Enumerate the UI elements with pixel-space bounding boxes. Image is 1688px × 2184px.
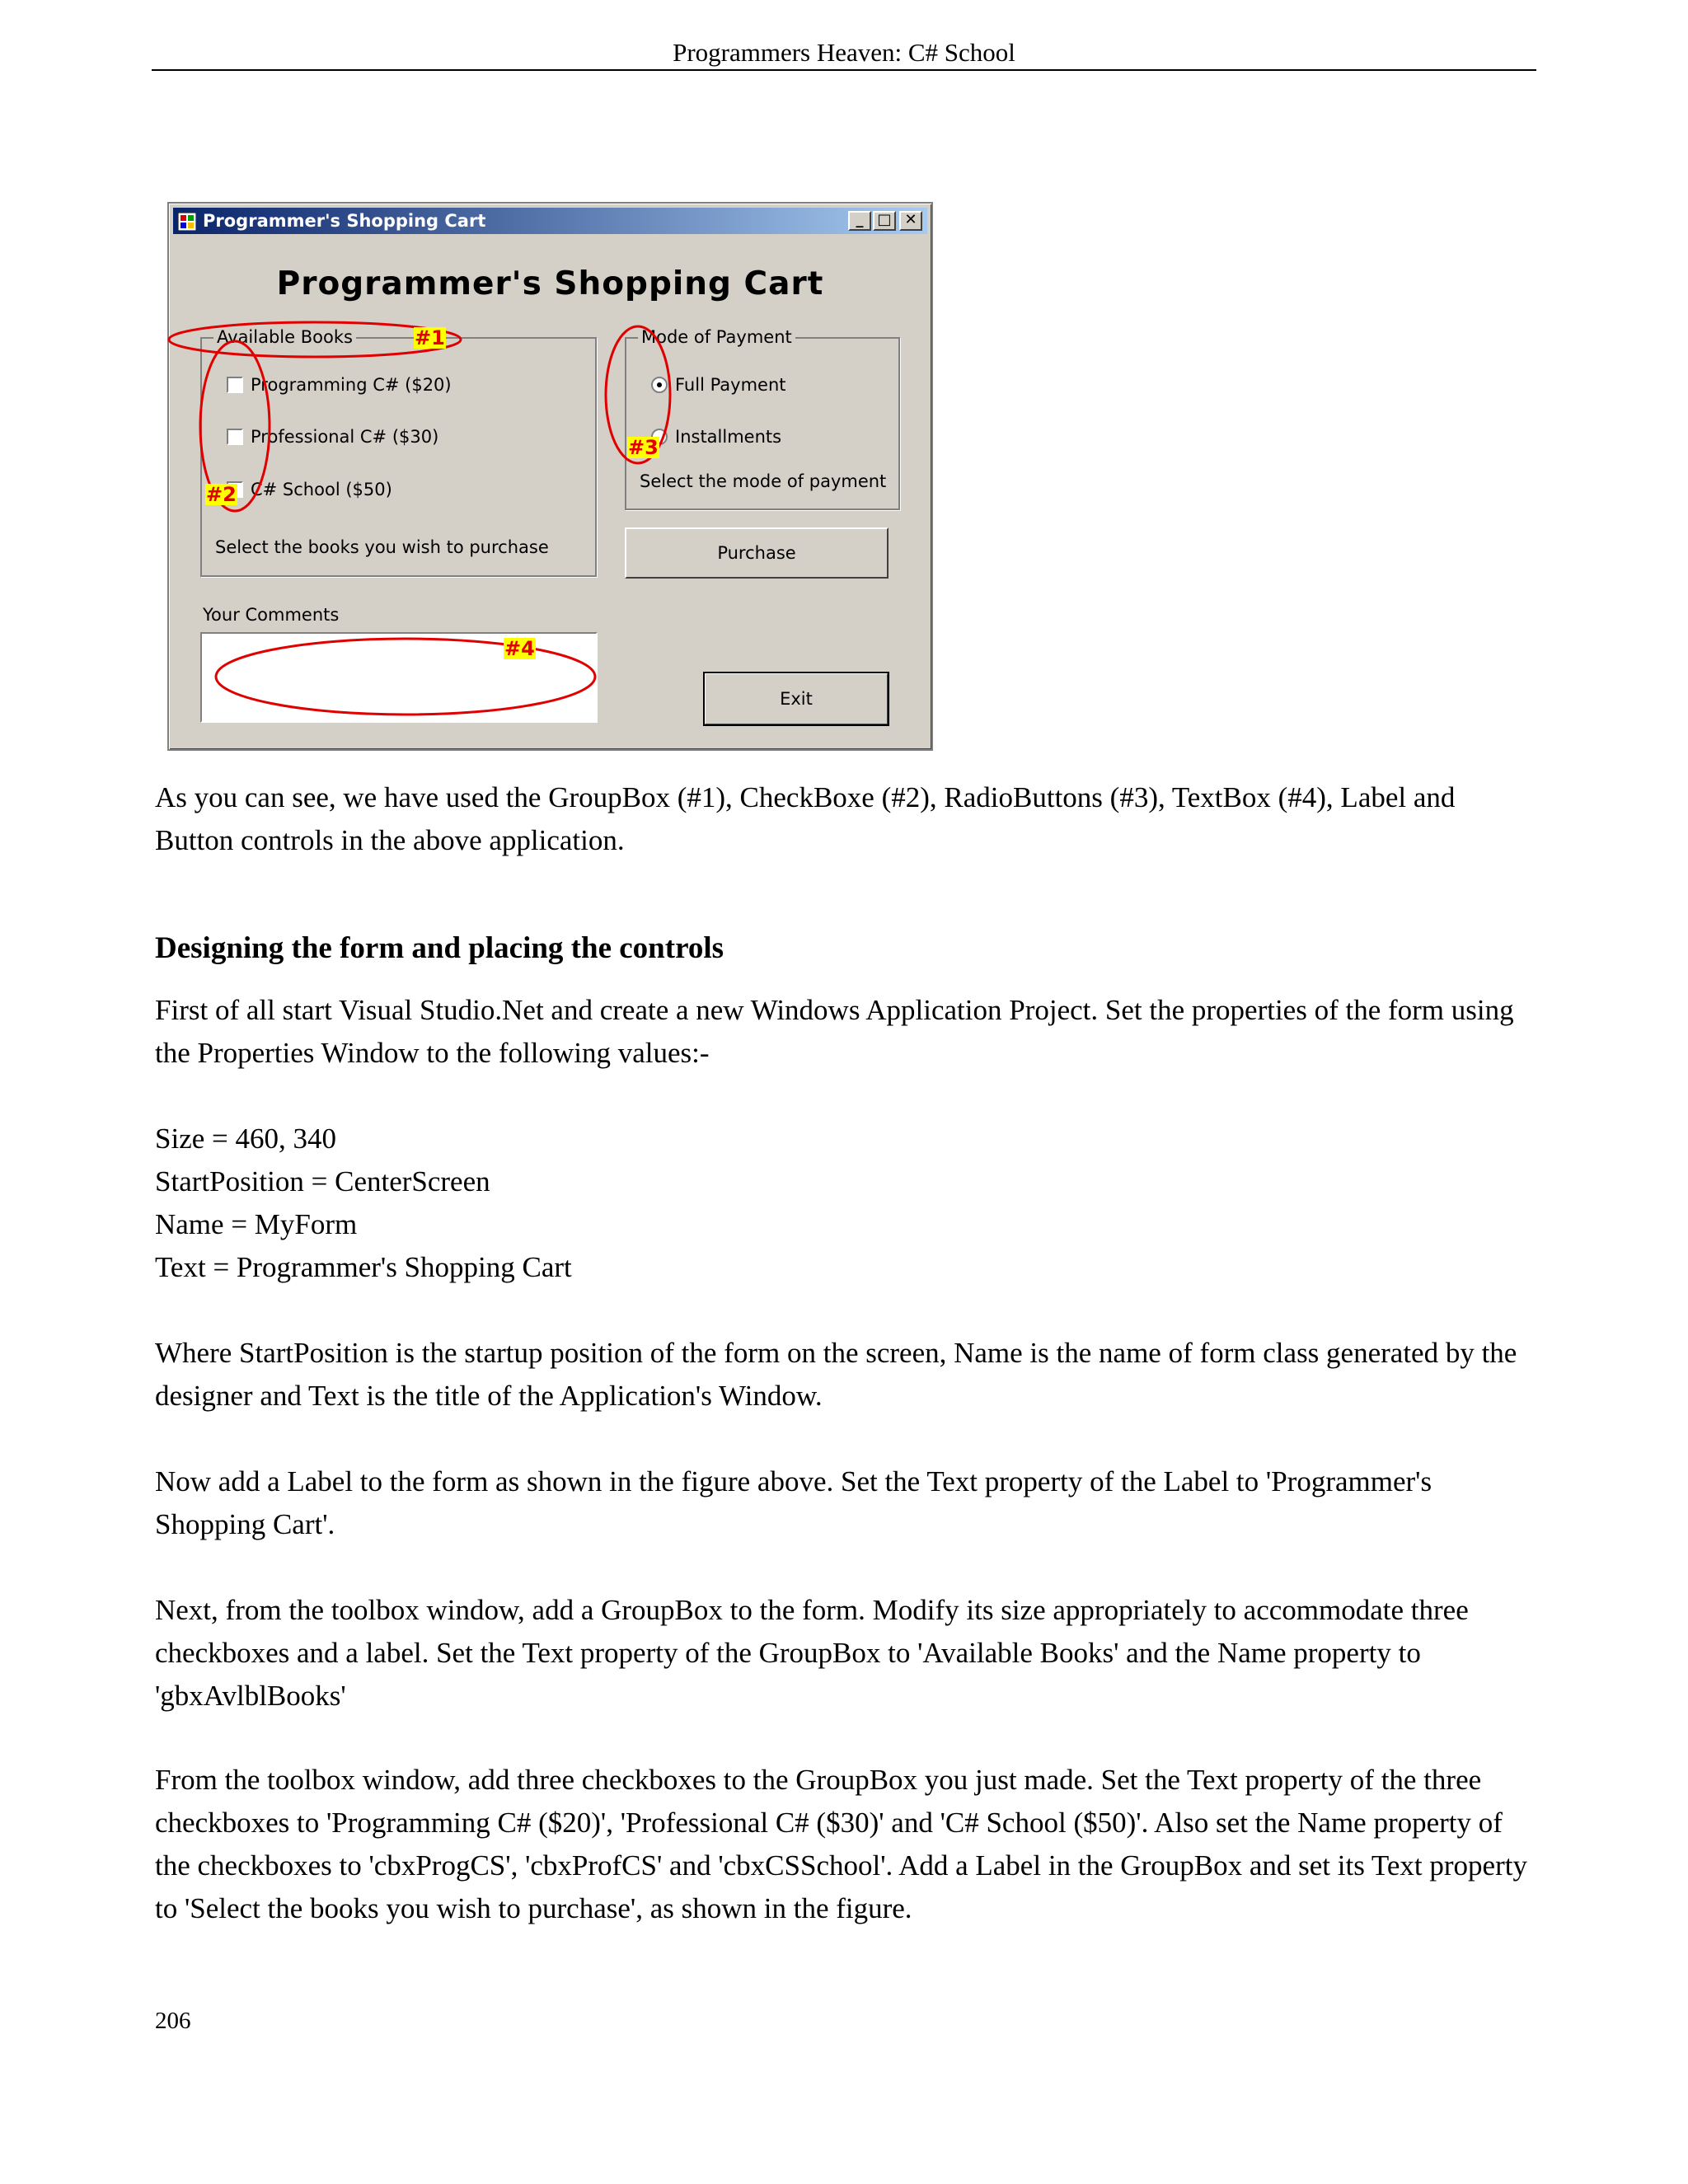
- window-title: Programmer's Shopping Cart: [203, 211, 486, 231]
- property-line: Size = 460, 340: [155, 1122, 336, 1155]
- mode-of-payment-legend: Mode of Payment: [638, 327, 795, 347]
- radio-label: Installments: [675, 427, 782, 447]
- callout-ellipse-4: [216, 639, 595, 715]
- checkbox-label: Professional C# ($30): [251, 427, 439, 447]
- checkbox-label: Programming C# ($20): [251, 375, 452, 395]
- checkbox-label: C# School ($50): [251, 480, 392, 499]
- books-instruction-label: Select the books you wish to purchase: [215, 537, 549, 557]
- shopping-cart-window-screenshot: [167, 202, 933, 751]
- page-number: 206: [155, 2008, 191, 2034]
- callout-tag-2: #2: [206, 483, 237, 506]
- callout-tag-3: #3: [628, 436, 659, 459]
- label-paragraph: Now add a Label to the form as shown in the figure above. Set the Text property of the Label to 'Programmer's Shopping Cart'.: [155, 1465, 1432, 1540]
- figure-caption-paragraph: As you can see, we have used the GroupBox (#1), CheckBoxe (#2), RadioButtons (#3), TextBox (#4), Label and Button controls in the above application.: [155, 781, 1456, 856]
- available-books-legend: Available Books: [213, 327, 356, 347]
- callout-tag-4: #4: [504, 637, 535, 660]
- property-line: Text = Programmer's Shopping Cart: [155, 1251, 572, 1283]
- close-button[interactable]: ✕: [899, 211, 922, 231]
- maximize-button[interactable]: □: [873, 211, 896, 231]
- intro-paragraph: First of all start Visual Studio.Net and create a new Windows Application Project. Set the properties of the form using the Properties Window to the following values:-: [155, 994, 1514, 1069]
- section-heading: Designing the form and placing the controls: [155, 931, 724, 965]
- callout-tag-1: #1: [415, 326, 445, 349]
- minimize-button[interactable]: _: [848, 211, 871, 231]
- property-line: Name = MyForm: [155, 1208, 358, 1240]
- property-line: StartPosition = CenterScreen: [155, 1165, 490, 1197]
- exit-button[interactable]: Exit: [704, 673, 889, 725]
- payment-instruction-label: Select the mode of payment: [640, 471, 887, 491]
- radio-label: Full Payment: [675, 375, 786, 395]
- purchase-button[interactable]: Purchase: [625, 527, 889, 579]
- checkboxes-paragraph: From the toolbox window, add three checkboxes to the GroupBox you just made. Set the Text property of the three checkboxes to 'Programming C# ($20)', 'Professional C# ($30)' and 'C# School ($50)'. Also set the Name property of the checkboxes to 'cbxProgCS', 'cbxProfCS' and 'cbxCSSchool'. Add a Label in the GroupBox and set its Text property to 'Select the books you wish to purchase', as shown in the figure.: [155, 1764, 1527, 1924]
- running-header: Programmers Heaven: C# School: [673, 38, 1015, 67]
- header-rule: [152, 69, 1536, 71]
- groupbox-paragraph: Next, from the toolbox window, add a GroupBox to the form. Modify its size appropriately to accommodate three checkboxes and a label. Set the Text property of the GroupBox to 'Available Books' and the Name property to 'gbxAvlblBooks': [155, 1594, 1469, 1712]
- callout-ellipses: [169, 204, 935, 752]
- comments-label: Your Comments: [203, 605, 340, 625]
- where-paragraph: Where StartPosition is the startup position of the form on the screen, Name is the name of form class generated by the designer and Text is the title of the Application's Window.: [155, 1337, 1517, 1412]
- form-heading-label: Programmer's Shopping Cart: [276, 265, 824, 302]
